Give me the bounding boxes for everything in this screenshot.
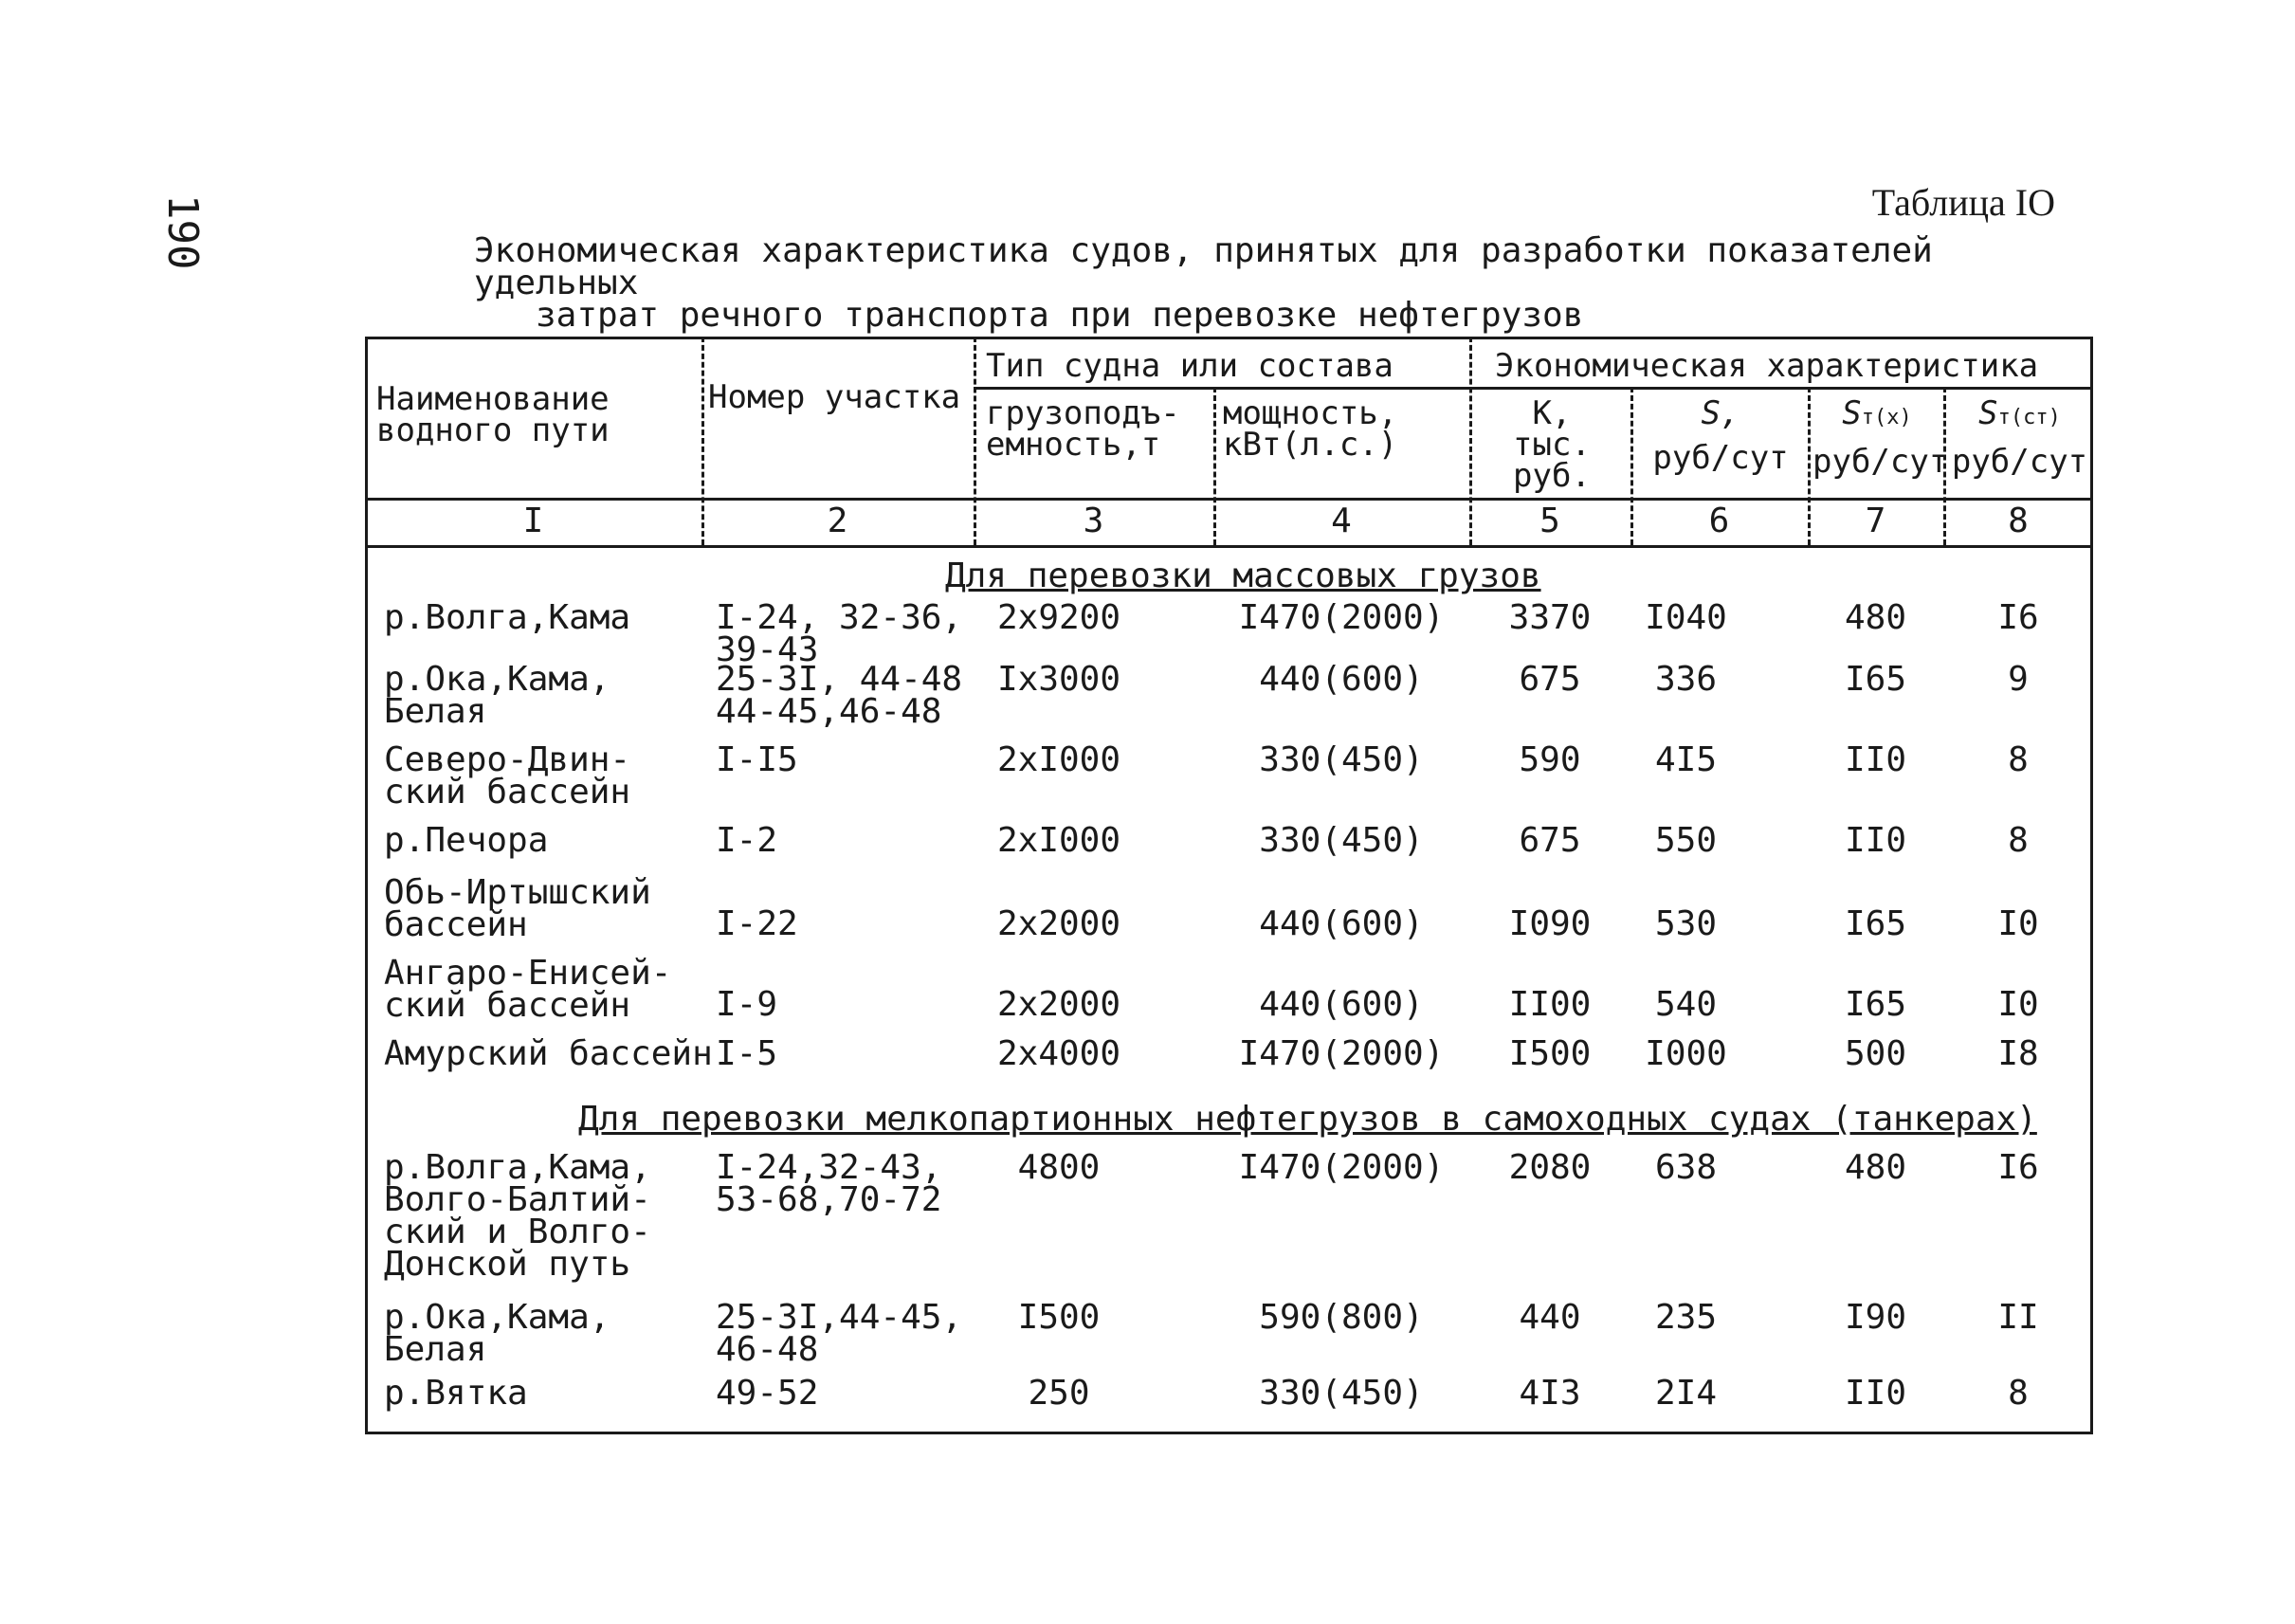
cell-k: 675 [1519,660,1581,699]
cell-stst: 8 [2008,821,2029,860]
colnum-3: 3 [1083,502,1104,540]
cell-stx: I65 [1844,904,1907,943]
header-col6: S, руб/сут [1652,394,1789,477]
cell-s: 550 [1654,821,1718,860]
colnum-4: 4 [1331,502,1352,540]
cell-name: р.Волга,Кама [384,598,631,637]
cell-k: 440 [1519,1298,1581,1337]
cell-capacity: I500 [1017,1298,1101,1337]
colnum-6: 6 [1708,502,1730,540]
cell-s: 2I4 [1654,1374,1718,1413]
cell-stst: 8 [2008,740,2029,779]
cell-stx: 500 [1844,1034,1907,1073]
cell-power: 440(600) [1259,660,1424,699]
cell-stx: II0 [1844,1374,1907,1413]
cell-k: II00 [1508,985,1592,1024]
cell-s: 235 [1654,1298,1718,1337]
cell-section: 25-3I, 44-48 44-45,46-48 [716,660,963,731]
number-row-rule [365,545,2093,548]
page-number: 190 [158,194,207,270]
cell-capacity: 2xI000 [996,821,1121,860]
cell-capacity: 2x2000 [996,985,1121,1024]
cell-power: 440(600) [1259,904,1424,943]
cell-stx: 480 [1844,598,1907,637]
header-col1: Наименование водного пути [376,380,610,449]
cell-power: 440(600) [1259,985,1424,1024]
cell-name: р.Волга,Кама, Волго-Балтий- ский и Волго- Донской путь [384,1148,651,1284]
cell-name: Северо-Двин- ский бассейн [384,740,631,812]
cell-s: 638 [1654,1148,1718,1187]
cell-section: I-24, 32-36, 39-43 [716,598,963,669]
cell-name: р.Печора [384,821,549,860]
cell-stst: I6 [1997,1148,2039,1187]
cell-s: 540 [1654,985,1718,1024]
colnum-2: 2 [827,502,848,540]
section-title-tankers: Для перевозки мелкопартионных нефтегрузов в самоходных судах (танкерах) [578,1100,2037,1139]
cell-section: I-2 [716,821,778,860]
cell-stx: 480 [1844,1148,1907,1187]
cell-stx: II0 [1844,740,1907,779]
header-col5: К, тыс. руб. [1513,394,1591,495]
cell-name: Обь-Иртышский бассейн [384,873,651,944]
cell-stx: I65 [1844,985,1907,1024]
title-line-1: Экономическая характеристика судов, принятых для разработки показателей удельных [474,231,1933,302]
cell-power: 330(450) [1259,1374,1424,1413]
cell-section: I-9 [716,985,778,1024]
cell-capacity: 2xI000 [996,740,1121,779]
cell-k: 4I3 [1519,1374,1581,1413]
cell-section: I-I5 [716,740,798,779]
header-col2: Номер участка [708,378,961,416]
header-col8: Sт(ст) руб/сут [1951,394,2088,481]
table-label: Таблица IO [1871,181,2055,224]
cell-k: I500 [1508,1034,1592,1073]
economic-table [365,337,2095,1436]
cell-s: 530 [1654,904,1718,943]
header-col3: грузоподъ- емность,т [986,394,1180,464]
cell-capacity: 4800 [1017,1148,1101,1187]
cell-k: 3370 [1508,598,1592,637]
cell-k: 675 [1519,821,1581,860]
cell-s: I040 [1645,598,1727,637]
header-bottom-rule [365,498,2093,501]
cell-s: I000 [1645,1034,1727,1073]
colnum-5: 5 [1539,502,1560,540]
cell-name: р.Ока,Кама, Белая [384,1298,610,1369]
title-line-2: затрат речного транспорта при перевозке нефтегрузов [536,296,1584,335]
cell-k: 2080 [1508,1148,1592,1187]
cell-section: I-22 [716,904,798,943]
cell-stst: I0 [1997,904,2039,943]
cell-capacity: 250 [1028,1374,1090,1413]
cell-capacity: 2x2000 [996,904,1121,943]
cell-section: I-5 [716,1034,778,1073]
colnum-1: I [522,502,544,540]
cell-k: 590 [1519,740,1581,779]
cell-power: I470(2000) [1238,1148,1445,1187]
cell-stst: I8 [1997,1034,2039,1073]
cell-stx: I90 [1844,1298,1907,1337]
cell-name: р.Вятка [384,1374,528,1413]
cell-name: Амурский бассейн [384,1034,713,1073]
cell-name: Ангаро-Енисей- ский бассейн [384,954,672,1025]
cell-stst: 9 [2008,660,2029,699]
cell-stst: I0 [1997,985,2039,1024]
cell-stst: 8 [2008,1374,2029,1413]
header-col7: Sт(х) руб/сут [1812,394,1949,481]
table-title [474,231,2057,335]
cell-capacity: 2x9200 [996,598,1121,637]
cell-section: 49-52 [716,1374,819,1413]
colnum-7: 7 [1865,502,1886,540]
cell-s: 4I5 [1654,740,1718,779]
cell-k: I090 [1508,904,1592,943]
cell-name: р.Ока,Кама, Белая [384,660,610,731]
cell-power: 330(450) [1259,740,1424,779]
header-vessel-group: Тип судна или состава [986,347,1393,385]
cell-power: I470(2000) [1238,1034,1445,1073]
cell-capacity: Ix3000 [996,660,1121,699]
header-econ-group: Экономическая характеристика [1495,347,2039,385]
colnum-8: 8 [2008,502,2029,540]
cell-stst: I6 [1997,598,2039,637]
cell-stx: II0 [1844,821,1907,860]
section-title-bulk: Для перевозки массовых грузов [945,557,1541,595]
cell-s: 336 [1654,660,1718,699]
cell-section: I-24,32-43, 53-68,70-72 [716,1148,942,1219]
group-header-rule [974,387,2093,390]
header-col4: мощность, кВт(л.с.) [1223,394,1398,464]
cell-power: 590(800) [1259,1298,1424,1337]
cell-power: I470(2000) [1238,598,1445,637]
cell-stx: I65 [1844,660,1907,699]
cell-stst: II [1997,1298,2039,1337]
cell-power: 330(450) [1259,821,1424,860]
cell-capacity: 2x4000 [996,1034,1121,1073]
cell-section: 25-3I,44-45, 46-48 [716,1298,963,1369]
